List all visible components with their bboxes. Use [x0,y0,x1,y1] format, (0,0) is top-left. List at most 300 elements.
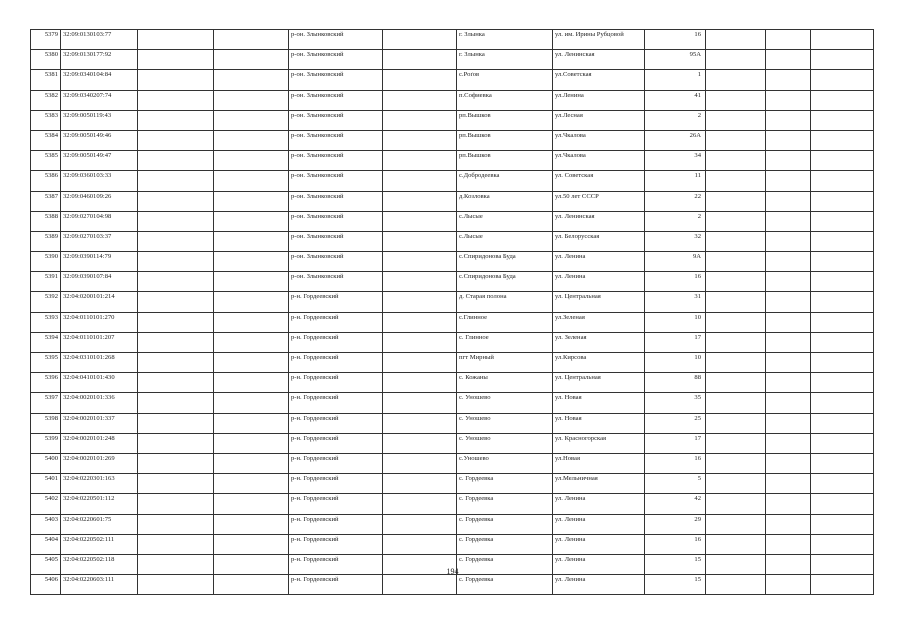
empty-cell [138,130,214,150]
cadastral-number-cell: 32:04:0110101:270 [61,312,138,332]
empty-cell [214,575,289,595]
empty-cell [214,50,289,70]
house-number-cell: 35 [645,393,706,413]
empty-cell [766,312,811,332]
district-cell: р-он. Злынковский [289,171,383,191]
house-number-cell: 26А [645,130,706,150]
house-number-cell: 32 [645,231,706,251]
row-number-cell: 5382 [31,90,61,110]
empty-cell [766,30,811,50]
table-row [31,514,874,534]
empty-cell [766,252,811,272]
empty-cell [706,292,766,312]
empty-cell [138,252,214,272]
street-cell: ул. Ленинская [553,50,645,70]
empty-cell [214,312,289,332]
empty-cell [706,332,766,352]
cadastral-number-cell: 32:09:0050149:46 [61,130,138,150]
empty-cell [214,514,289,534]
empty-cell [706,433,766,453]
empty-cell [214,252,289,272]
empty-cell [811,413,874,433]
table-row [31,292,874,312]
empty-cell [811,433,874,453]
empty-cell [766,373,811,393]
empty-cell [383,70,457,90]
empty-cell [383,292,457,312]
house-number-cell: 95А [645,50,706,70]
empty-cell [811,130,874,150]
house-number-cell: 42 [645,494,706,514]
row-number-cell: 5388 [31,211,61,231]
house-number-cell: 5 [645,474,706,494]
street-cell: ул.Ленина [553,90,645,110]
house-number-cell: 15 [645,554,706,574]
street-cell: ул. Ленина [553,514,645,534]
street-cell: ул. Новая [553,413,645,433]
locality-cell: г. Злынка [457,30,553,50]
empty-cell [138,413,214,433]
empty-cell [383,312,457,332]
house-number-cell: 16 [645,453,706,473]
district-cell: р-он. Злынковский [289,50,383,70]
empty-cell [383,110,457,130]
table-row [31,191,874,211]
empty-cell [706,474,766,494]
empty-cell [706,130,766,150]
empty-cell [138,30,214,50]
empty-cell [811,151,874,171]
street-cell: ул. Ленина [553,272,645,292]
row-number-cell: 5379 [31,30,61,50]
empty-cell [811,110,874,130]
street-cell: ул.Чкалова [553,130,645,150]
empty-cell [383,474,457,494]
empty-cell [811,70,874,90]
empty-cell [811,393,874,413]
empty-cell [811,252,874,272]
empty-cell [214,171,289,191]
page-number: 194 [446,567,459,576]
empty-cell [138,514,214,534]
house-number-cell: 17 [645,332,706,352]
empty-cell [214,373,289,393]
empty-cell [706,272,766,292]
empty-cell [811,474,874,494]
row-number-cell: 5399 [31,433,61,453]
row-number-cell: 5394 [31,332,61,352]
locality-cell: с.Уношево [457,453,553,473]
empty-cell [214,70,289,90]
locality-cell: с.Спиридонова Буда [457,252,553,272]
table-row [31,70,874,90]
empty-cell [138,292,214,312]
house-number-cell: 31 [645,292,706,312]
empty-cell [383,90,457,110]
empty-cell [811,353,874,373]
house-number-cell: 16 [645,534,706,554]
street-cell: ул. Центральная [553,292,645,312]
empty-cell [214,211,289,231]
district-cell: р-н. Гордеевский [289,494,383,514]
district-cell: р-он. Злынковский [289,90,383,110]
district-cell: р-н. Гордеевский [289,534,383,554]
empty-cell [766,353,811,373]
empty-cell [766,70,811,90]
table-row [31,534,874,554]
locality-cell: с.Лысые [457,211,553,231]
empty-cell [214,474,289,494]
empty-cell [766,90,811,110]
district-cell: р-он. Злынковский [289,191,383,211]
locality-cell: с.Роґов [457,70,553,90]
empty-cell [138,353,214,373]
cadastral-number-cell: 32:04:0410101:430 [61,373,138,393]
empty-cell [383,373,457,393]
district-cell: р-н. Гордеевский [289,312,383,332]
street-cell: ул.Зеленая [553,312,645,332]
cadastral-number-cell: 32:09:0340104:84 [61,70,138,90]
table-row [31,494,874,514]
empty-cell [706,514,766,534]
district-cell: р-н. Гордеевский [289,433,383,453]
cadastral-number-cell: 32:04:0220502:111 [61,534,138,554]
empty-cell [766,110,811,130]
empty-cell [706,373,766,393]
cadastral-number-cell: 32:04:0020101:269 [61,453,138,473]
row-number-cell: 5383 [31,110,61,130]
empty-cell [383,130,457,150]
locality-cell: с. Гордеевка [457,575,553,595]
empty-cell [214,30,289,50]
empty-cell [383,575,457,595]
table-row [31,393,874,413]
house-number-cell: 10 [645,353,706,373]
empty-cell [706,534,766,554]
empty-cell [138,534,214,554]
locality-cell: с.Спиридонова Буда [457,272,553,292]
empty-cell [706,231,766,251]
empty-cell [706,90,766,110]
empty-cell [706,413,766,433]
empty-cell [766,433,811,453]
row-number-cell: 5400 [31,453,61,473]
table-row [31,30,874,50]
house-number-cell: 9А [645,252,706,272]
table-row [31,231,874,251]
empty-cell [766,50,811,70]
district-cell: р-он. Злынковский [289,211,383,231]
district-cell: р-н. Гордеевский [289,474,383,494]
empty-cell [214,272,289,292]
table-row [31,130,874,150]
row-number-cell: 5384 [31,130,61,150]
locality-cell: д.Козловка [457,191,553,211]
row-number-cell: 5397 [31,393,61,413]
empty-cell [766,211,811,231]
empty-cell [811,373,874,393]
district-cell: р-н. Гордеевский [289,554,383,574]
street-cell: ул. Зеленая [553,332,645,352]
table-row [31,171,874,191]
district-cell: р-он. Злынковский [289,130,383,150]
row-number-cell: 5395 [31,353,61,373]
house-number-cell: 1 [645,70,706,90]
empty-cell [383,353,457,373]
district-cell: р-он. Злынковский [289,70,383,90]
locality-cell: с. Гордеевка [457,554,553,574]
street-cell: ул. Ленина [553,252,645,272]
empty-cell [138,453,214,473]
cadastral-number-cell: 32:09:0390107:84 [61,272,138,292]
table-row [31,312,874,332]
empty-cell [138,211,214,231]
street-cell: ул.Новая [553,453,645,473]
locality-cell: рп.Вышков [457,130,553,150]
house-number-cell: 34 [645,151,706,171]
cadastral-number-cell: 32:09:0360103:33 [61,171,138,191]
street-cell: ул. Белорусская [553,231,645,251]
street-cell: ул.Мельничная [553,474,645,494]
district-cell: р-он. Злынковский [289,252,383,272]
house-number-cell: 25 [645,413,706,433]
empty-cell [383,332,457,352]
street-cell: ул.Лесная [553,110,645,130]
empty-cell [383,151,457,171]
empty-cell [706,50,766,70]
locality-cell: г. Злынка [457,50,553,70]
row-number-cell: 5389 [31,231,61,251]
table-row [31,453,874,473]
empty-cell [811,231,874,251]
empty-cell [138,474,214,494]
table-row [31,151,874,171]
row-number-cell: 5396 [31,373,61,393]
empty-cell [214,494,289,514]
locality-cell: с. Кожаны [457,373,553,393]
locality-cell: с. Гордеевка [457,474,553,494]
empty-cell [138,151,214,171]
district-cell: р-н. Гордеевский [289,514,383,534]
empty-cell [706,494,766,514]
empty-cell [214,332,289,352]
row-number-cell: 5401 [31,474,61,494]
empty-cell [383,30,457,50]
empty-cell [214,393,289,413]
empty-cell [811,272,874,292]
house-number-cell: 11 [645,171,706,191]
cadastral-number-cell: 32:04:0020101:336 [61,393,138,413]
table-row [31,90,874,110]
empty-cell [811,30,874,50]
empty-cell [383,191,457,211]
locality-cell: пгт Мирный [457,353,553,373]
empty-cell [138,373,214,393]
empty-cell [214,292,289,312]
empty-cell [766,393,811,413]
street-cell: ул. им. Ирины Рубцовой [553,30,645,50]
empty-cell [214,534,289,554]
row-number-cell: 5381 [31,70,61,90]
locality-cell: с.Лысые [457,231,553,251]
empty-cell [706,171,766,191]
row-number-cell: 5390 [31,252,61,272]
district-cell: р-н. Гордеевский [289,575,383,595]
empty-cell [811,453,874,473]
empty-cell [766,413,811,433]
district-cell: р-он. Злынковский [289,231,383,251]
locality-cell: с.Глинное [457,312,553,332]
empty-cell [138,171,214,191]
street-cell: ул. Советская [553,171,645,191]
cadastral-number-cell: 32:04:0310101:268 [61,353,138,373]
district-cell: р-н. Гордеевский [289,353,383,373]
table-row [31,353,874,373]
table-row [31,211,874,231]
street-cell: ул. Ленинская [553,211,645,231]
table-body [31,30,874,595]
empty-cell [214,231,289,251]
empty-cell [766,292,811,312]
table-row [31,413,874,433]
property-table [30,29,874,595]
locality-cell: с. Глинное [457,332,553,352]
cadastral-number-cell: 32:04:0200101:214 [61,292,138,312]
table-row [31,110,874,130]
cadastral-number-cell: 32:09:0270103:37 [61,231,138,251]
empty-cell [138,50,214,70]
empty-cell [138,191,214,211]
empty-cell [811,171,874,191]
locality-cell: с. Гордеевка [457,494,553,514]
district-cell: р-он. Злынковский [289,151,383,171]
locality-cell: с. Уношево [457,393,553,413]
street-cell: ул. Ленина [553,494,645,514]
empty-cell [383,494,457,514]
house-number-cell: 22 [645,191,706,211]
empty-cell [811,534,874,554]
row-number-cell: 5403 [31,514,61,534]
empty-cell [811,514,874,534]
empty-cell [811,575,874,595]
empty-cell [383,433,457,453]
cadastral-number-cell: 32:09:0050149:47 [61,151,138,171]
house-number-cell: 2 [645,211,706,231]
row-number-cell: 5380 [31,50,61,70]
locality-cell: п.Софиевка [457,90,553,110]
empty-cell [811,494,874,514]
table-row [31,50,874,70]
empty-cell [706,151,766,171]
empty-cell [766,130,811,150]
empty-cell [766,575,811,595]
table-row [31,575,874,595]
cadastral-number-cell: 32:09:0340207:74 [61,90,138,110]
empty-cell [706,30,766,50]
district-cell: р-н. Гордеевский [289,332,383,352]
empty-cell [706,211,766,231]
empty-cell [214,191,289,211]
cadastral-number-cell: 32:04:0220603:111 [61,575,138,595]
empty-cell [383,171,457,191]
row-number-cell: 5392 [31,292,61,312]
empty-cell [214,413,289,433]
empty-cell [383,453,457,473]
empty-cell [383,211,457,231]
row-number-cell: 5385 [31,151,61,171]
empty-cell [706,575,766,595]
street-cell: ул. Новая [553,393,645,413]
row-number-cell: 5387 [31,191,61,211]
empty-cell [766,272,811,292]
cadastral-number-cell: 32:09:0390114:79 [61,252,138,272]
empty-cell [811,211,874,231]
empty-cell [383,252,457,272]
house-number-cell: 88 [645,373,706,393]
empty-cell [383,50,457,70]
empty-cell [811,312,874,332]
empty-cell [766,474,811,494]
table-row [31,332,874,352]
empty-cell [214,151,289,171]
empty-cell [383,272,457,292]
empty-cell [383,413,457,433]
empty-cell [811,292,874,312]
row-number-cell: 5406 [31,575,61,595]
empty-cell [766,332,811,352]
cadastral-number-cell: 32:04:0220601:75 [61,514,138,534]
street-cell: ул. Ленина [553,534,645,554]
street-cell: ул. Центральная [553,373,645,393]
empty-cell [383,514,457,534]
empty-cell [706,70,766,90]
empty-cell [383,231,457,251]
empty-cell [214,453,289,473]
empty-cell [811,332,874,352]
cadastral-number-cell: 32:04:0110101:207 [61,332,138,352]
street-cell: ул.Кирсова [553,353,645,373]
empty-cell [706,453,766,473]
empty-cell [706,353,766,373]
empty-cell [138,312,214,332]
empty-cell [214,110,289,130]
house-number-cell: 10 [645,312,706,332]
row-number-cell: 5393 [31,312,61,332]
district-cell: р-н. Гордеевский [289,373,383,393]
empty-cell [706,191,766,211]
empty-cell [383,393,457,413]
house-number-cell: 16 [645,30,706,50]
empty-cell [214,90,289,110]
cadastral-number-cell: 32:09:0130103:77 [61,30,138,50]
empty-cell [766,231,811,251]
empty-cell [706,110,766,130]
cadastral-number-cell: 32:09:0130177:92 [61,50,138,70]
empty-cell [811,50,874,70]
locality-cell: с. Гордеевка [457,534,553,554]
district-cell: р-он. Злынковский [289,30,383,50]
empty-cell [138,433,214,453]
district-cell: р-н. Гордеевский [289,453,383,473]
cadastral-number-cell: 32:04:0020101:337 [61,413,138,433]
house-number-cell: 2 [645,110,706,130]
empty-cell [138,70,214,90]
locality-cell: с. Уношево [457,433,553,453]
empty-cell [766,534,811,554]
locality-cell: рп.Вышков [457,151,553,171]
empty-cell [138,231,214,251]
empty-cell [766,453,811,473]
